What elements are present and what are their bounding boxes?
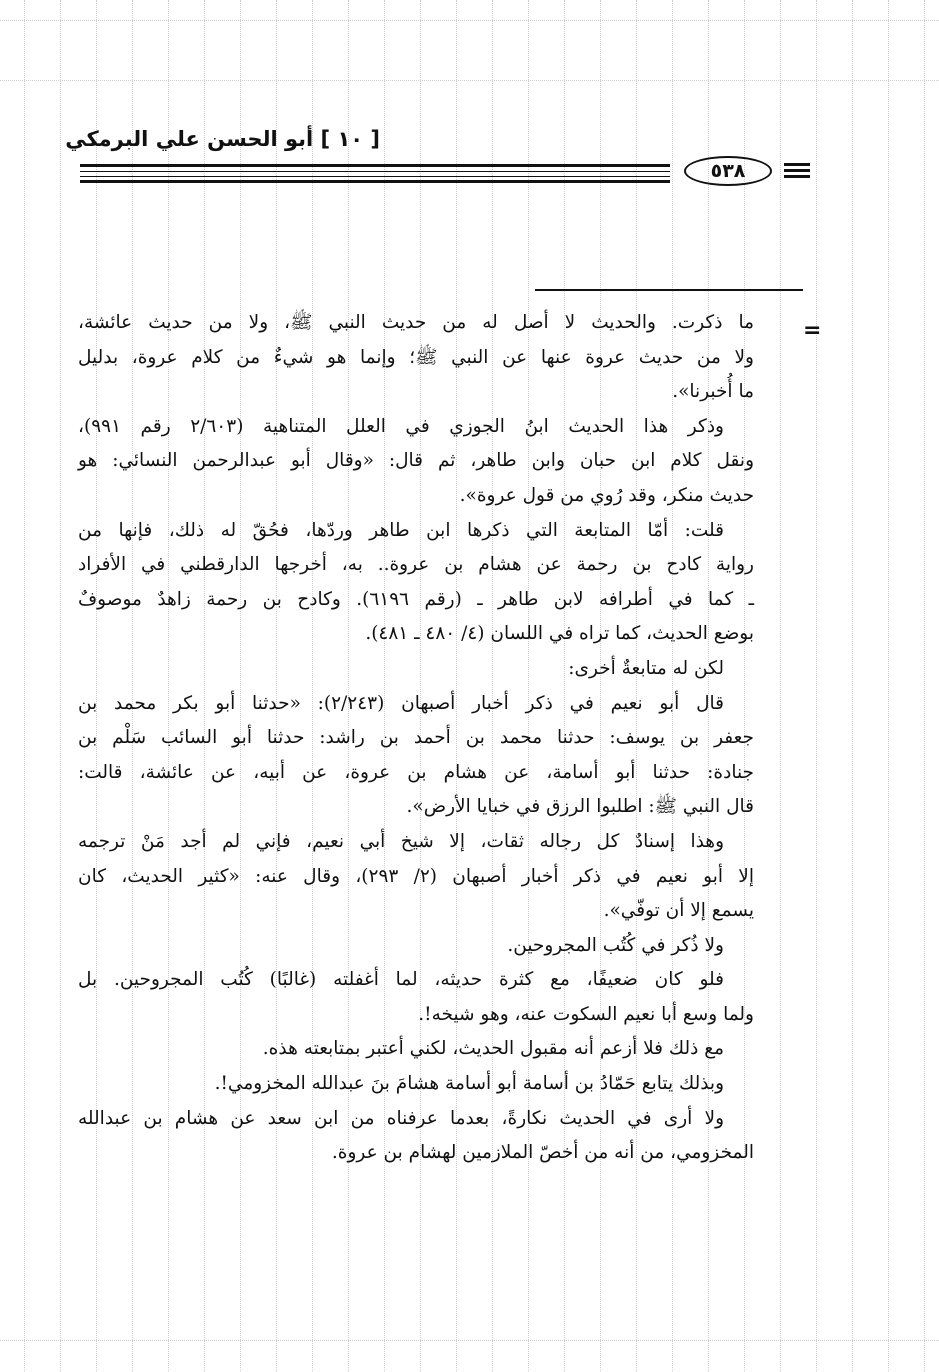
page-number-ornament — [784, 163, 810, 181]
text-line: قال النبي ﷺ: اطلبوا الرزق في خبايا الأرض». — [406, 796, 754, 818]
text-line: ولا ذُكر في كُتُب المجروحين. — [507, 934, 724, 956]
text-line: قال أبو نعيم في ذكر أخبار أصبهان (٢/٢٤٣): «حدثنا أبو بكر محمد بن — [78, 692, 724, 714]
grid-line — [924, 0, 925, 1372]
grid-line — [852, 0, 853, 1372]
footnote-continuation-mark: = — [803, 318, 822, 343]
text-line: حديث منكر، وقد رُوي من قول عروة». — [459, 484, 754, 506]
text-line: إلا أبو نعيم في ذكر أخبار أصبهان (٢/ ٢٩٣)، وقال عنه: «كثير الحديث، كان — [78, 865, 754, 887]
grid-line — [0, 20, 939, 21]
text-line: ما ذكرت. والحديث لا أصل له من حديث النبي ﷺ، ولا من حديث عائشة، — [78, 312, 754, 333]
text-line: وذكر هذا الحديث ابنُ الجوزي في العلل المتناهية (٢/٦٠٣ رقم ٩٩١)، — [78, 415, 724, 437]
running-header-title: [ ١٠ ] أبو الحسن علي البرمكي — [65, 127, 380, 151]
text-line: ولا من حديث عروة عنها عن النبي ﷺ؛ وإنما هو شيءٌ من كلام عروة، بدليل — [78, 346, 754, 368]
text-line: جعفر بن يوسف: حدثنا محمد بن أحمد بن راشد: حدثنا أبو السائب سَلْم بن — [78, 727, 754, 749]
footnote-body — [78, 306, 754, 1171]
text-line: جنادة: حدثنا أبو أسامة، عن هشام بن عروة، عن أبيه، عن عائشة، قالت: — [78, 761, 754, 783]
text-line: مع ذلك فلا أزعم أنه مقبول الحديث، لكني أعتبر بمتابعته هذه. — [262, 1038, 724, 1060]
grid-line — [24, 0, 25, 1372]
header-rule — [80, 180, 670, 183]
text-line: ـ كما في أطرافه لابن طاهر ـ (رقم ٦١٩٦). وكادح بن رحمة زاهدٌ موصوفٌ — [78, 588, 754, 610]
text-line: فلو كان ضعيفًا، مع كثرة حديثه، لما أغفلته (غالبًا) كُتُب المجروحين. بل — [78, 969, 724, 991]
text-line: لكن له متابعةٌ أخرى: — [568, 657, 724, 679]
footnote-rule — [535, 289, 803, 291]
text-line: رواية كادح بن رحمة عن هشام بن عروة.. به، أخرجها الدارقطني في الأفراد — [78, 554, 754, 576]
text-line: ما أُخبرنا». — [672, 381, 754, 403]
grid-line — [816, 0, 817, 1372]
header-rule — [80, 164, 670, 167]
grid-line — [60, 0, 61, 1372]
text-line: المخزومي، من أنه من أخصّ الملازمين لهشام بن عروة. — [331, 1142, 754, 1164]
text-line: ولا أرى في الحديث نكارةً، بعدما عرفناه من ابن سعد عن هشام بن عبدالله — [78, 1107, 724, 1129]
text-line: وهذا إسنادٌ كل رجاله ثقات، إلا شيخ أبي نعيم، فإني لم أجد مَنْ ترجمه — [78, 830, 724, 852]
text-line: بوضع الحديث، كما تراه في اللسان (٤/ ٤٨٠ ـ ٤٨١). — [365, 623, 754, 645]
header-rule — [80, 171, 670, 172]
header-rule — [80, 176, 670, 177]
text-line: يسمع إلا أن توفّي». — [603, 900, 754, 922]
grid-line — [0, 80, 939, 81]
text-line: ونقل كلام ابن حبان وابن طاهر، ثم قال: «وقال أبو عبدالرحمن النسائي: هو — [78, 450, 754, 472]
grid-line — [888, 0, 889, 1372]
text-line: وبذلك يتابع حَمّادُ بن أسامة أبو أسامة هشامَ بنَ عبدالله المخزومي!. — [214, 1073, 724, 1095]
text-line: ولما وسع أبا نعيم السكوت عنه، وهو شيخه!. — [418, 1003, 754, 1025]
text-line: قلت: أمّا المتابعة التي ذكرها ابن طاهر وردّها، فحُقّ له ذلك، فإنها من — [78, 519, 724, 541]
grid-line — [0, 1340, 939, 1341]
page-number: ٥٣٨ — [684, 156, 772, 186]
grid-line — [780, 0, 781, 1372]
